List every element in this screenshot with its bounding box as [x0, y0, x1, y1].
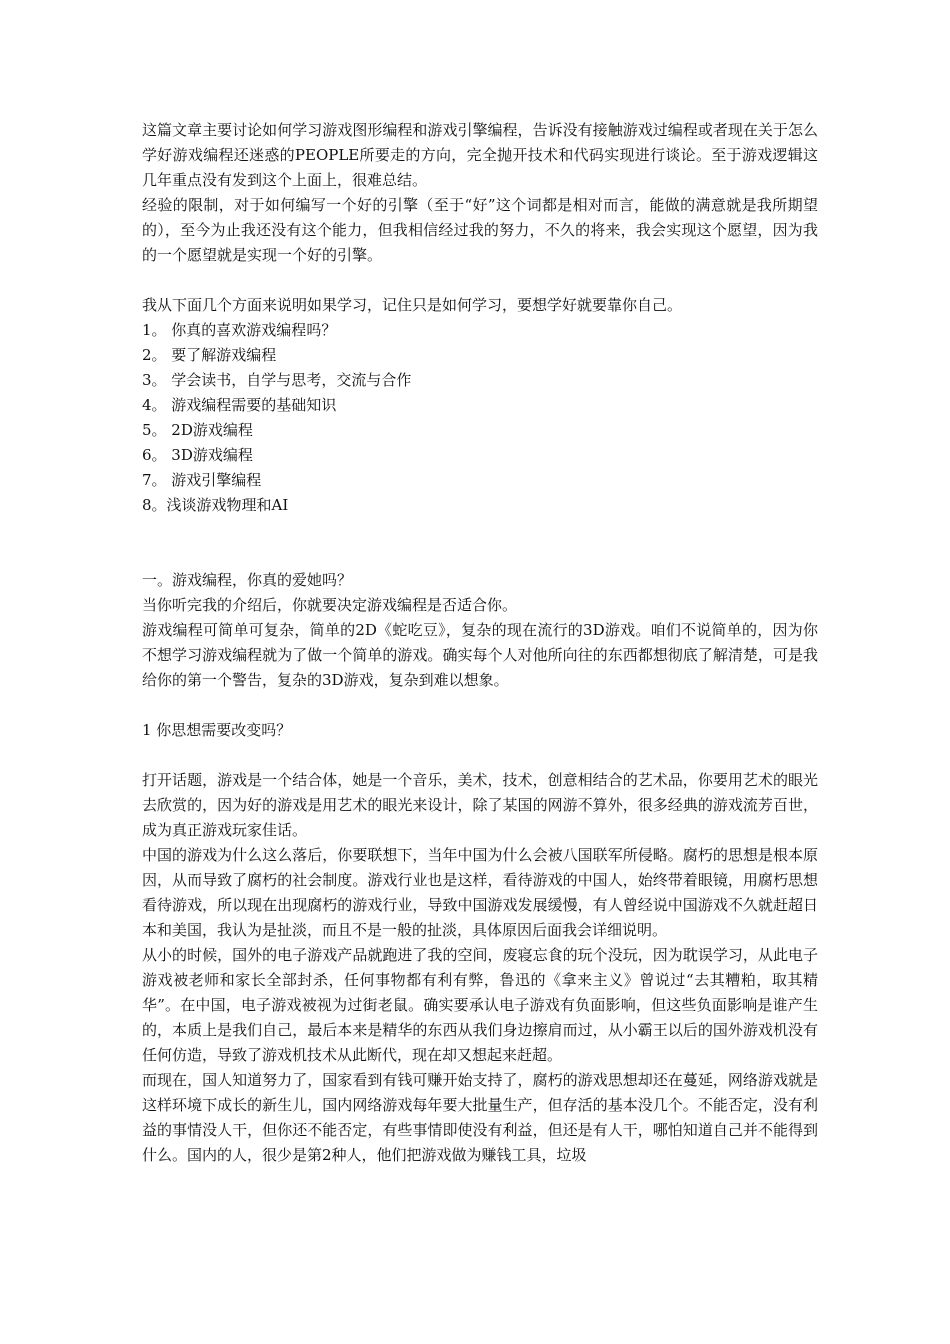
subsection-1-paragraph-2: 中国的游戏为什么这么落后，你要联想下，当年中国为什么会被八国联军所侵略。腐朽的思想是根本原因，从而导致了腐朽的社会制度。游戏行业也是这样，看待游戏的中国人，始终带着眼镜，用腐朽思想看待游戏，所以现在出现腐朽的游戏行业，导致中国游戏发展缓慢，有人曾经说中国游戏不久就赶超日本和美国，我认为是扯淡，而且不是一般的扯淡，具体原因后面我会详细说明。	[142, 846, 818, 939]
section-1-paragraph-1: 当你听完我的介绍后，你就要决定游戏编程是否适合你。	[142, 596, 518, 614]
subsection-1-paragraph-1: 打开话题，游戏是一个结合体，她是一个音乐，美术，技术，创意相结合的艺术品，你要用艺术的眼光去欣赏的，因为好的游戏是用艺术的眼光来设计，除了某国的网游不算外，很多经典的游戏流芳百世，成为真正游戏玩家佳话。	[142, 771, 818, 839]
toc-item-1: 1。 你真的喜欢游戏编程吗？	[142, 321, 337, 339]
toc-item-8: 8。浅谈游戏物理和AI	[142, 496, 289, 514]
subsection-1-paragraph-4: 而现在，国人知道努力了，国家看到有钱可赚开始支持了，腐朽的游戏思想却还在蔓延，网络游戏就是这样环境下成长的新生儿，国内网络游戏每年要大批量生产，但存活的基本没几个。不能否定，没有利益的事情没人干，但你还不能否定，有些事情即使没有利益，但还是有人干，哪怕知道自己并不能得到什么。国内的人，很少是第2种人，他们把游戏做为赚钱工具，垃圾	[142, 1071, 818, 1164]
intro-paragraph-2: 经验的限制，对于如何编写一个好的引擎（至于“好”这个词都是相对而言，能做的满意就是我所期望的），至今为止我还没有这个能力，但我相信经过我的努力，不久的将来，我会实现这个愿望，因为我的一个愿望就是实现一个好的引擎。	[142, 196, 818, 264]
spacer	[142, 268, 818, 293]
section-1-heading: 一。游戏编程，你真的爱她吗？	[142, 571, 353, 589]
toc-item-2: 2。 要了解游戏编程	[142, 346, 277, 364]
toc-item-4: 4。 游戏编程需要的基础知识	[142, 396, 337, 414]
toc-item-6: 6。 3D游戏编程	[142, 446, 253, 464]
subsection-1-heading: 1 你思想需要改变吗？	[142, 721, 292, 739]
document-body	[142, 118, 818, 1168]
spacer	[142, 518, 818, 568]
toc-item-7: 7。 游戏引擎编程	[142, 471, 262, 489]
spacer	[142, 743, 818, 768]
toc-item-3: 3。 学会读书，自学与思考，交流与合作	[142, 371, 412, 389]
toc-lead: 我从下面几个方面来说明如果学习，记住只是如何学习，要想学好就要靠你自己。	[142, 296, 683, 314]
intro-paragraph-1: 这篇文章主要讨论如何学习游戏图形编程和游戏引擎编程，告诉没有接触游戏过编程或者现在关于怎么学好游戏编程还迷惑的PEOPLE所要走的方向，完全抛开技术和代码实现进行谈论。至于游戏逻辑这几年重点没有发到这个上面上，很难总结。	[142, 121, 818, 189]
table-of-contents	[142, 318, 818, 518]
spacer	[142, 693, 818, 718]
toc-item-5: 5。 2D游戏编程	[142, 421, 253, 439]
subsection-1-paragraph-3: 从小的时候，国外的电子游戏产品就跑进了我的空间，废寝忘食的玩个没玩，因为耽误学习，从此电子游戏被老师和家长全部封杀，任何事物都有利有弊，鲁迅的《拿来主义》曾说过“去其糟粕，取其精华”。在中国，电子游戏被视为过街老鼠。确实要承认电子游戏有负面影响，但这些负面影响是谁产生的，本质上是我们自己，最后本来是精华的东西从我们身边擦肩而过，从小霸王以后的国外游戏机没有任何仿造，导致了游戏机技术从此断代，现在却又想起来赶超。	[142, 946, 818, 1064]
section-1-paragraph-2: 游戏编程可简单可复杂，简单的2D《蛇吃豆》，复杂的现在流行的3D游戏。咱们不说简单的，因为你不想学习游戏编程就为了做一个简单的游戏。确实每个人对他所向往的东西都想彻底了解清楚，可是我给你的第一个警告，复杂的3D游戏，复杂到难以想象。	[142, 621, 818, 689]
